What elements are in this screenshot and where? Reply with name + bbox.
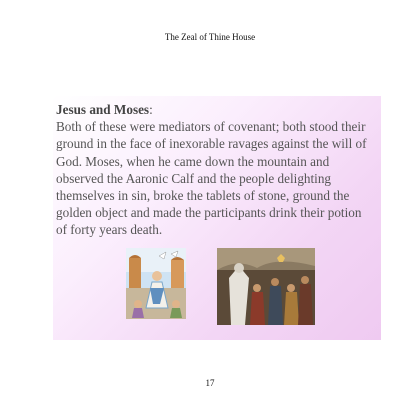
slide-title-suffix: : (149, 102, 153, 117)
slide-body: Both of these were mediators of covenant; both stood their ground in the face of inexorable ravages against the will of God. Moses, when he came down the mountain and observed the Aaronic Calf and the people delighting themselves in sin, broke the tablets of stone, ground the golden object and made the participants drink their potion of forty years death. (56, 119, 367, 238)
jesus-illustration (126, 248, 186, 319)
slide-panel (53, 96, 381, 340)
slide-text (56, 101, 374, 239)
moses-crowd-painting (217, 248, 315, 325)
page-number: 17 (205, 378, 215, 388)
running-header: The Zeal of Thine House (164, 32, 256, 42)
slide-title: Jesus and Moses (56, 102, 150, 117)
